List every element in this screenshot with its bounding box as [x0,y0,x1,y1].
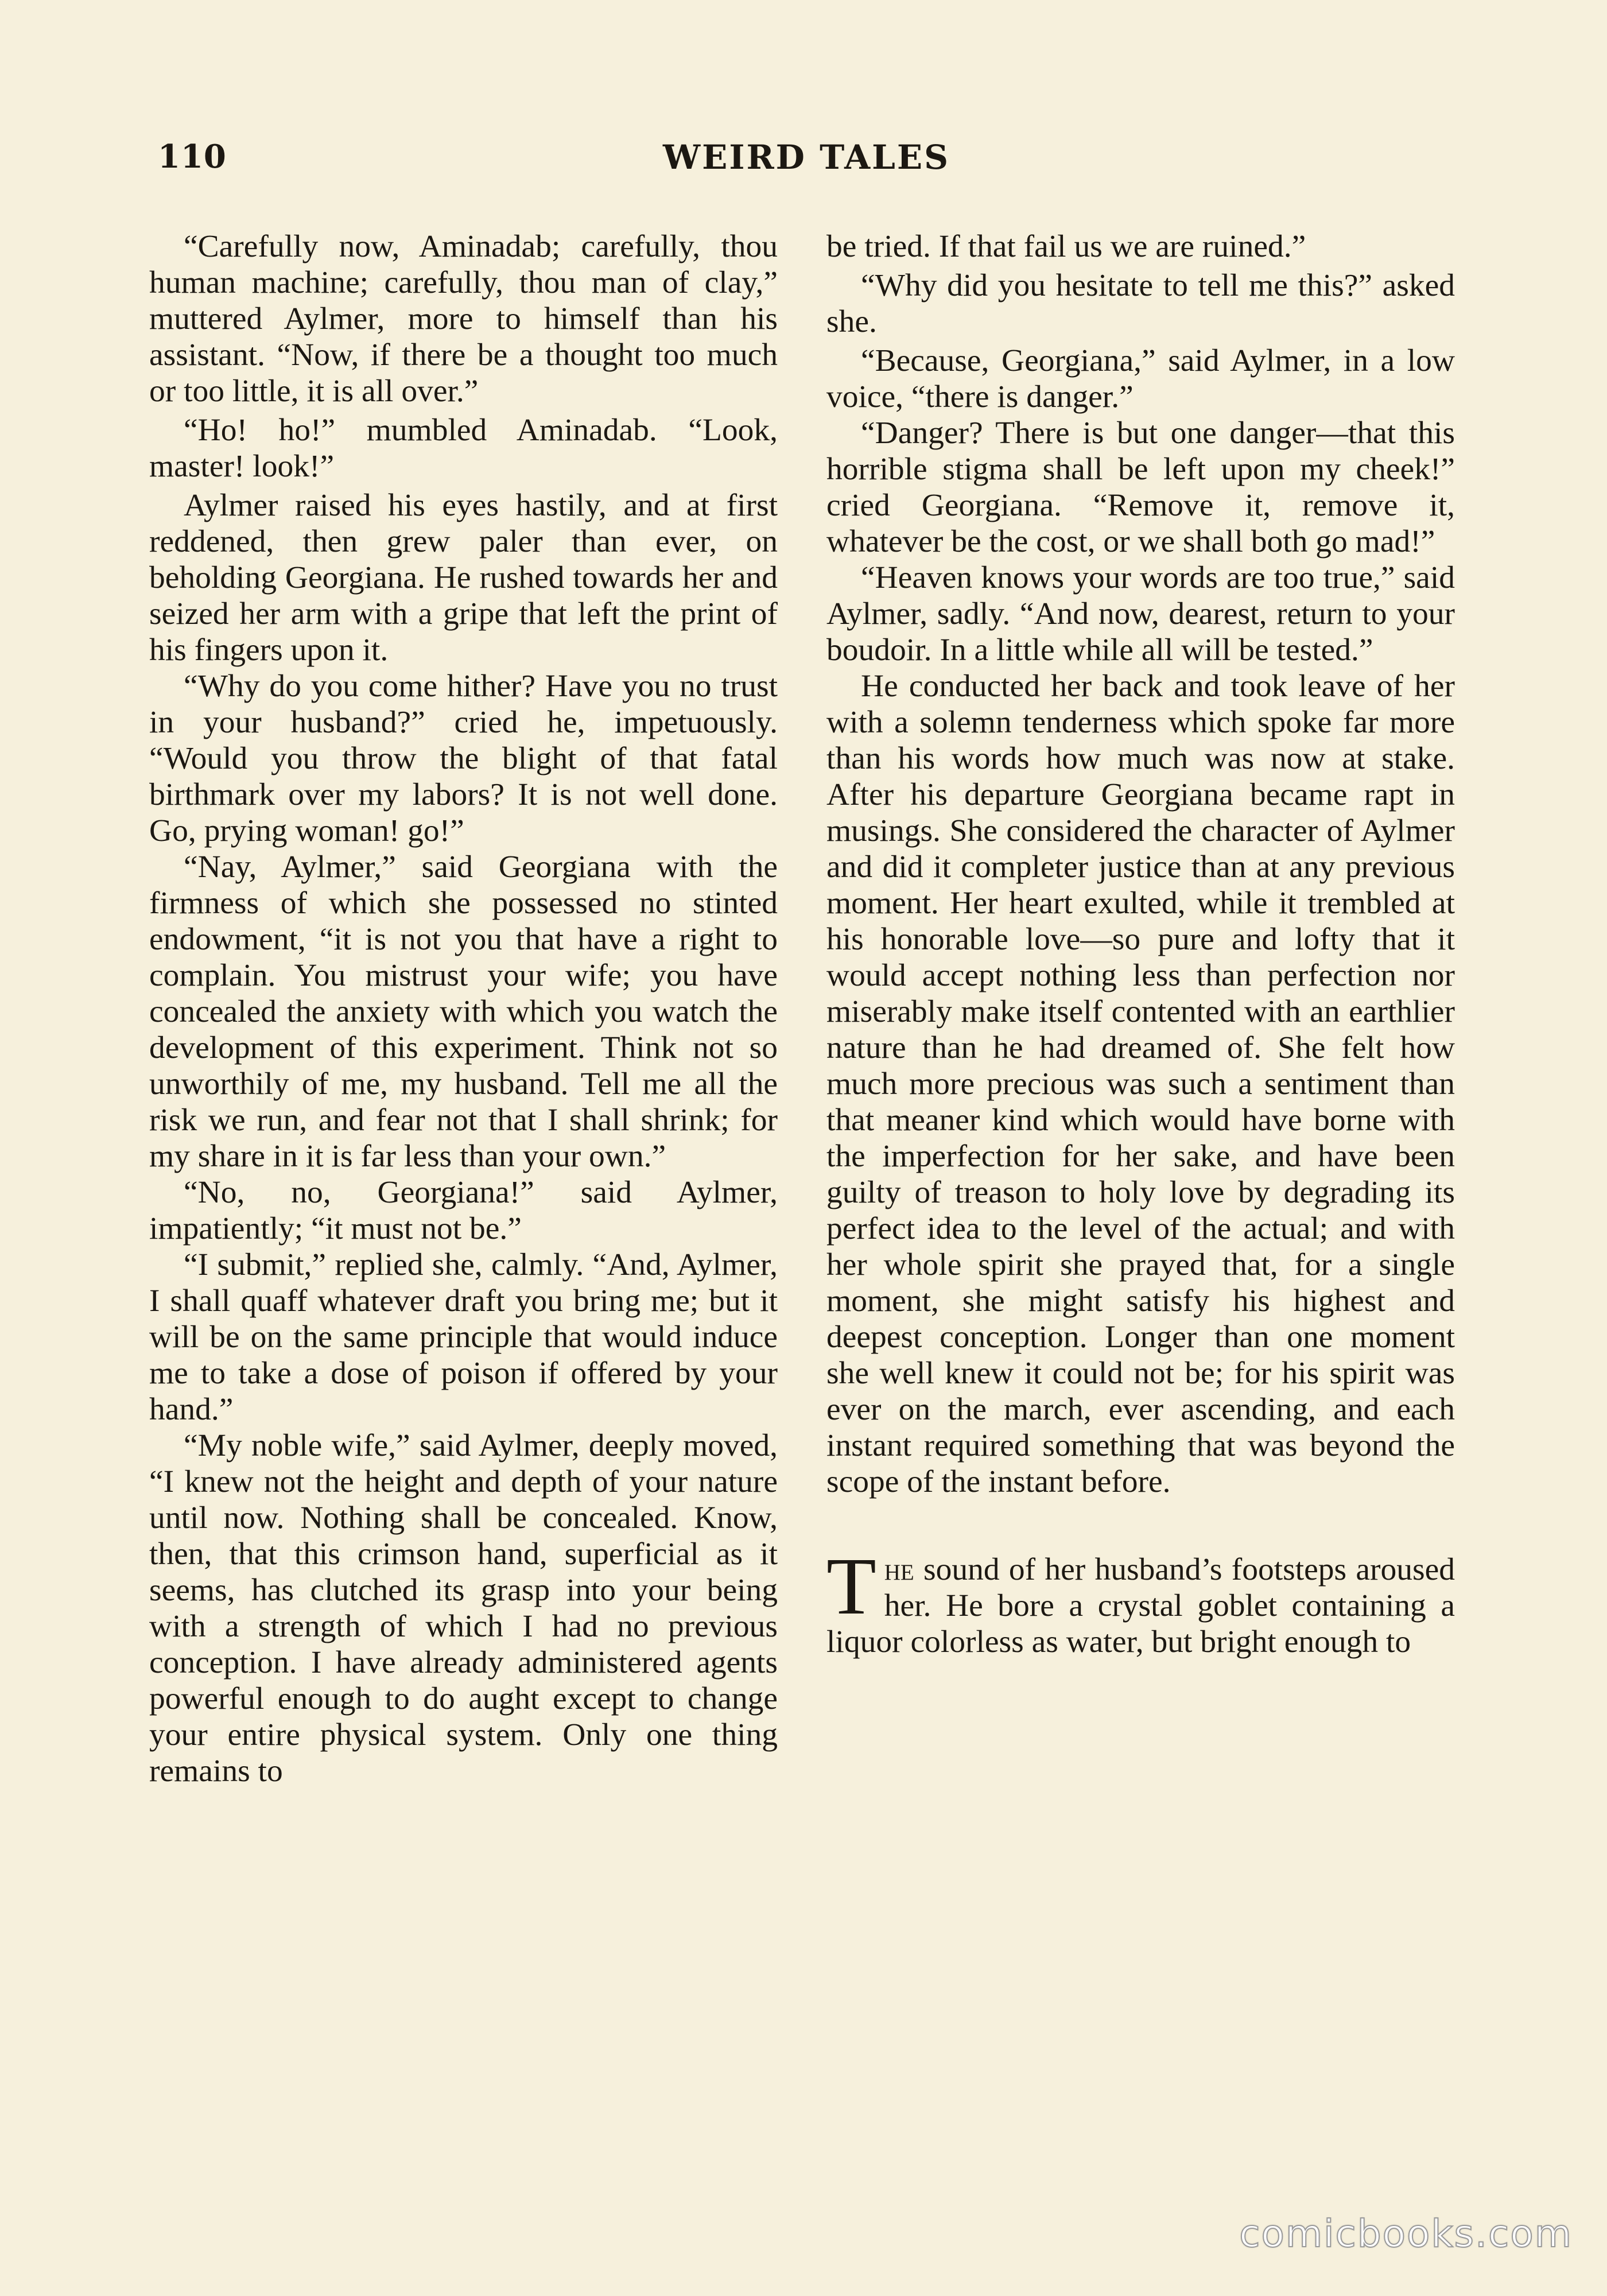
left-column [149,228,778,1789]
drop-cap: T [826,1541,876,1631]
page-number: 110 [158,138,227,176]
paragraph: “No, no, Georgiana!” said Aylmer, impatiently; “it must not be.” [149,1175,778,1246]
paragraph: He conducted her back and took leave of her with a solemn tenderness which spoke far more than his words how much was now at stake. After his departure Georgiana became rapt in musings. She considered the character of Aylmer and did it completer justice than at any previous moment. Her heart exulted, while it trembled at his honorable love—so pure and lofty that it would accept nothing less than perfection nor miserably make itself contented with an earthlier nature than he had dreamed of. She felt how much more precious was such a sentiment than that meaner kind which would have borne with the imperfection for her sake, and have been guilty of treason to holy love by degrading its perfect idea to the level of the actual; and with her whole spirit she prayed that, for a single moment, she might satisfy his highest and deepest conception. Longer than one moment she well knew it could not be; for his spirit was ever on the march, ever ascending, and each instant required something that was beyond the scope of the instant before. [826,669,1455,1499]
paragraph: “My noble wife,” said Aylmer, deeply moved, “I knew not the height and depth of your nature until now. Nothing shall be concealed. Know, then, that this crimson hand, superficial as it seems, has clutched its grasp into your being with a strength of which I had no previous conception. I have already administered agents powerful enough to do aught except to change your entire physical system. Only one thing remains to [149,1428,778,1789]
small-caps-lead: he [884,1552,914,1587]
paragraph: “Why do you come hither? Have you no trust in your husband?” cried he, impetuously. “Would you throw the blight of that fatal birthmark over my labors? It is not well done. Go, prying woman! go!” [149,669,778,848]
paragraph: “Ho! ho!” mumbled Aminadab. “Look, master! look!” [149,413,778,484]
paragraph: “Why did you hesitate to tell me this?” asked she. [826,268,1455,339]
paragraph: be tried. If that fail us we are ruined.” [826,229,1306,264]
paragraph: Aylmer raised his eyes hastily, and at first reddened, then grew paler than ever, on beholding Georgiana. He rushed towards her and seized her arm with a gripe that left the print of his fingers upon it. [149,488,778,668]
section-text: sound of her husband’s footsteps aroused her. He bore a crystal goblet containing a liquor colorless as water, but bright enough to [826,1552,1455,1659]
section-opening-paragraph [826,1541,1455,1660]
paragraph: “Carefully now, Aminadab; carefully, thou human machine; carefully, thou man of clay,” muttered Aylmer, more to himself than his assistant. “Now, if there be a thought too much or too little, it is all over.” [149,229,778,409]
right-column [826,228,1455,1660]
paragraph: “Danger? There is but one danger—that this horrible stigma shall be left upon my cheek!” cried Georgiana. “Remove it, remove it, whatever be the cost, or we shall both go mad!” [826,416,1455,559]
paragraph: “I submit,” replied she, calmly. “And, Aylmer, I shall quaff whatever draft you bring me; but it will be on the same principle that would induce me to take a dose of poison if offered by your hand.” [149,1247,778,1427]
paragraph: “Nay, Aylmer,” said Georgiana with the firmness of which she possessed no stinted endowment, “it is not you that have a right to complain. You mistrust your wife; you have concealed the anxiety with which you watch the development of this experiment. Think not so unworthily of me, my husband. Tell me all the risk we run, and fear not that I shall shrink; for my share in it is far less than your own.” [149,850,778,1174]
paragraph: “Heaven knows your words are too true,” said Aylmer, sadly. “And now, dearest, return to your boudoir. In a little while all will be tested.” [826,560,1455,668]
running-title: WEIRD TALES [662,138,950,177]
watermark: comicbooks.com [1239,2212,1573,2256]
paragraph: “Because, Georgiana,” said Aylmer, in a low voice, “there is danger.” [826,343,1455,414]
page-header [158,138,1455,184]
